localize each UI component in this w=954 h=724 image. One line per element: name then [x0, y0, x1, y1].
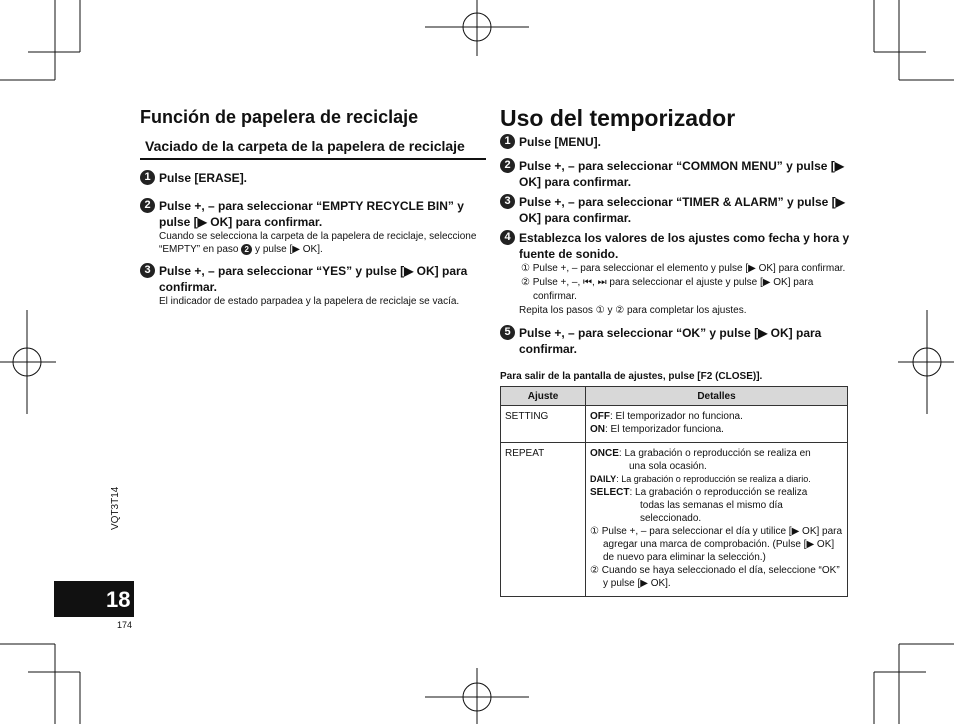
step-3 [500, 194, 850, 226]
page-number: 18 [106, 587, 131, 612]
page-title: Uso del temporizador [500, 105, 736, 131]
table-row [501, 443, 848, 597]
step-text: Establezca los valores de los ajustes como fecha y hora y fuente de sonido. [519, 231, 850, 261]
step-number: 3 [500, 194, 515, 209]
step-number: 3 [140, 263, 155, 278]
table-caption: Para salir de la pantalla de ajustes, pulse [F2 (CLOSE)]. [500, 371, 763, 382]
step-number: 5 [500, 325, 515, 340]
step-number: 1 [500, 134, 515, 149]
setting-details: ONCE: La grabación o reproducción se realiza en una sola ocasión. DAILY: La grabación o reproducción se realiza a diario. SELECT: La grabación o reproducción se realiza todas las semanas el mismo día seleccionado. ① Pulse +, – para seleccionar el día y utilice [▶ OK] para agregar una marca de comprobación. (Pulse [▶ OK] de nuevo para eliminar la selección.) ② Cuando se haya seleccionado el día, seleccione “OK” y pulse [▶ OK]. [586, 443, 848, 597]
step-3 [140, 263, 486, 308]
step-text: Pulse +, – para seleccionar “OK” y pulse [▶ OK] para confirmar. [519, 326, 822, 356]
step-text: Pulse +, – para seleccionar “YES” y pulse [▶ OK] para confirmar. [159, 264, 468, 294]
step-ref-number: 2 [241, 244, 252, 255]
step-4 [500, 230, 850, 318]
table-header-row [501, 387, 848, 406]
settings-table [500, 386, 848, 597]
header-detalles: Detalles [586, 387, 848, 406]
header-ajuste: Ajuste [501, 387, 586, 406]
step-number: 2 [500, 158, 515, 173]
step-number: 1 [140, 170, 155, 185]
step-text: Pulse +, – para seleccionar “COMMON MENU” y pulse [▶ OK] para confirmar. [519, 159, 844, 189]
step-text: Pulse [ERASE]. [159, 171, 248, 185]
recycle-bin-section [140, 106, 486, 315]
substeps [519, 262, 850, 318]
step-2 [500, 158, 850, 190]
substep-repeat: Repita los pasos ① y ② para completar los ajustes. [519, 305, 747, 316]
step-1 [140, 170, 486, 186]
section-subtitle: Vaciado de la carpeta de la papelera de reciclaje [145, 138, 465, 154]
substep-2: ② Pulse +, –, ⏮, ⏭ para seleccionar el ajuste y pulse [▶ OK] para confirmar. [521, 277, 814, 302]
step-1 [500, 134, 850, 150]
step-2 [140, 198, 486, 256]
small-page-number: 174 [117, 620, 133, 630]
setting-name: REPEAT [501, 443, 586, 597]
repeat-note-2: ② Cuando se haya seleccionado el día, seleccione “OK” y pulse [▶ OK]. [590, 565, 840, 589]
section-title: Función de papelera de reciclaje [140, 107, 419, 127]
timer-section [500, 104, 850, 597]
setting-details: OFF: El temporizador no funciona. ON: El temporizador funciona. [586, 406, 848, 443]
setting-name: SETTING [501, 406, 586, 443]
divider [140, 158, 486, 160]
step-note: Cuando se selecciona la carpeta de la papelera de reciclaje, seleccione “EMPTY” en paso 2 y pulse [▶ OK]. [159, 231, 477, 255]
page-number-tab [54, 581, 134, 617]
model-code: VQT3T14 [110, 486, 121, 530]
step-text: Pulse [MENU]. [519, 135, 602, 149]
step-number: 4 [500, 230, 515, 245]
step-number: 2 [140, 198, 155, 213]
step-5 [500, 325, 850, 357]
step-text: Pulse +, – para seleccionar “TIMER & ALARM” y pulse [▶ OK] para confirmar. [519, 195, 845, 225]
repeat-note-1: ① Pulse +, – para seleccionar el día y utilice [▶ OK] para agregar una marca de comprobación. (Pulse [▶ OK] de nuevo para eliminar la selección.) [590, 526, 843, 563]
table-row [501, 406, 848, 443]
substep-1: ① Pulse +, – para seleccionar el elemento y pulse [▶ OK] para confirmar. [521, 263, 846, 274]
step-text: Pulse +, – para seleccionar “EMPTY RECYCLE BIN” y pulse [▶ OK] para confirmar. [159, 199, 464, 229]
step-note: El indicador de estado parpadea y la papelera de reciclaje se vacía. [159, 296, 460, 307]
